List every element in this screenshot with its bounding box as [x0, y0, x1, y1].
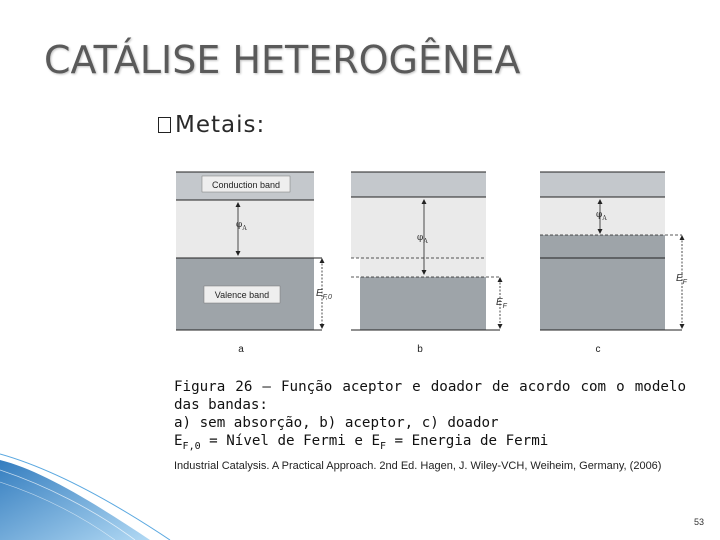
bullet-item [158, 112, 265, 138]
caption-line-1: Figura 26 – Função aceptor e doador de acordo com o modelo [174, 379, 686, 395]
reference-text: Industrial Catalysis. A Practical Approach. 2nd Ed. Hagen, J. Wiley-VCH, Weiheim, Germany, (2006) [174, 460, 662, 472]
panel-b-label: b [417, 344, 423, 355]
decorative-wave [0, 450, 200, 540]
panel-c-valence-band [540, 235, 665, 330]
caption-line-4: $E_{F,0}$ = Nível de Fermi e $E_F$ = Energia de Fermi [174, 433, 549, 452]
bullet-text: Metais: [175, 112, 266, 138]
panel-b [351, 172, 508, 355]
panel-c-conduction-band [540, 172, 665, 197]
panel-b-ef-label: $E_F$ [496, 297, 507, 310]
slide-title: CATÁLISE HETEROGÊNEA [44, 38, 521, 82]
conduction-band-label: Conduction band [211, 180, 281, 190]
panel-a-phi-label: $\varphi_A$ [236, 220, 247, 232]
ef0-label: $E_{F,0}$ [316, 288, 332, 301]
panel-b-phi-label: $\varphi_A$ [417, 233, 428, 245]
valence-band-label: Valence band [214, 290, 270, 300]
panel-a-label: a [238, 344, 244, 355]
figure-caption [174, 378, 686, 456]
panel-c [540, 172, 688, 355]
caption-line-3: a) sem absorção, b) aceptor, c) doador [174, 415, 499, 431]
panel-c-phi-label: $\varphi_A$ [596, 210, 607, 222]
panel-a [176, 172, 332, 355]
panel-c-label: c [595, 344, 601, 355]
panel-c-ef-label: $E_F$ [676, 273, 687, 286]
panel-b-valence-band [360, 277, 486, 330]
bullet-box-icon [158, 117, 171, 133]
page-number: 53 [693, 517, 704, 527]
caption-line-2: das bandas: [174, 397, 268, 413]
band-diagram [170, 165, 700, 365]
panel-b-conduction-band [351, 172, 486, 197]
